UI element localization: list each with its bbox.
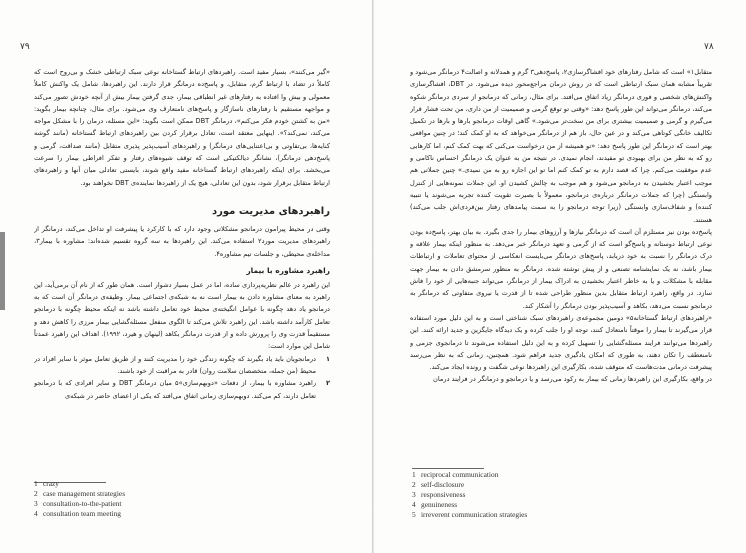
list-item-text: راهبرد مشاوره با بیمار، از دفعات «دوبهم‌سازی»۵ میان درمانگر DBT و سایر افرادی که با درمانجو تعامل دارند، کم می‌کند. دوبهم‌سازی زمانی اتفاق می‌افتد که یکی از اعضای حاضر در شبکه‌ی	[34, 379, 317, 400]
list-item	[34, 377, 330, 402]
list-item-number: ۱	[325, 354, 330, 363]
right-paragraph-1: متقابل۱» است که شامل رفتارهای خود افشاگرسازی۲، پاسخ‌دهی۳ گرم و همدلانه و اصالت۴ درمانگر می‌شود و تقریباً مشابه همان سبک ارتباطی است که در روش درمان مراجع‌محور دیده می‌شود. در DBT، افشاگرسازی واکنش‌های شخصی و فوری درمانگر زیاد اتفاق می‌افتد. برای مثال، زمانی که درمانجو از سردی درمانگر شکوه می‌کند، درمانگر می‌تواند این طور پاسخ دهد: «وقتی تو توقع گرمی و صمیمیت از من داری، من تحت فشار قرار می‌گیرم و گرمی و صمیمیت بیشتری برای من سخت‌تر می‌شود.» گاهی اوقات درمانجو بارها و بارها در تکمیل تکالیف خانگی کوتاهی می‌کند و در عین حال، باز هم از درمانگر می‌خواهد که به او کمک کند؛ در چنین مواقعی بهتر است که درمانگر این طور پاسخ دهد: «تو همیشه از من درخواست می‌کنی که بهت کمک کنم، اما کارهایی رو که به نظر من برای بهبودی تو مفیدند، انجام نمیدی. در نتیجه من به عنوان یک درمانگر احساس ناکامی و عدم موفقیت می‌کنم. چرا که قصد دارم به تو کمک کنم اما تو این اجازه رو به من نمیدی.» چنین جملاتی هم موجب اعتبار بخشیدن به درمانجو می‌شود و هم موجب به چالش کشیدن او. این جملات نمونه‌هایی از کنترل وابستگی (چرا که جملات درمانگر درباره‌ی درمانجو، معمولاً با بصیرت تقویت کننده تجربه می‌شوند یا تنبیه کننده) و شفاف‌سازی وابستگی (زیرا توجه درمانجو را به سمت پیامدهای رفتار بین‌فردی‌اش جلب می‌کند) هستند.	[410, 68, 712, 224]
left-footnotes	[34, 479, 324, 519]
footnote: 2 case management strategies	[34, 488, 126, 498]
left-page-number: ۷۹	[20, 42, 30, 52]
list-item	[34, 353, 330, 378]
chapter-tab-marker	[0, 232, 5, 310]
footnote: 5 irreverent communication strategies	[412, 509, 528, 519]
list-item-number: ۲	[325, 379, 330, 388]
left-page-body	[34, 66, 330, 481]
left-paragraph-1: «گیر می‌کنند»، بسیار مفید است. راهبردهای ارتباط گستاخانه نوعی سبک ارتباطی خشک و بی‌روح است که کاملاً در تضاد با ارتباط گرم، متقابل، و پاسخ‌ده درمانگر قرار دارند. این راهبردها، شامل یک واکنش کاملاً معمولی و بیش‌ وا افتاده به رفتارهای غیر انطباقی بیمار، جدی گرفتن بیمار بیش از آنچه خودش تصور می‌کند و مواجهه مستقیم با رفتارهای ناسازگار و پاسخ‌های نامتعارف وی می‌شود. برای مثال، چنانچه بیمار بگوید: «من به کشتن خودم فکر می‌کنم»، درمانگر DBT ممکن است بگوید: «این مسئله، درمان را با مشکل مواجه می‌کند، نمی‌کند؟». اینهایی معتقد است، تعادل برقرار کردن بین راهبردهای ارتباط گستاخانه (مانند گوشه کنایه‌ها، بی‌تفاوتی و بی‌اعتنایی‌های درمانگر) و راهبردهای آسیب‌پذیر پذیری متقابل (مانند صداقت، گرمی و پاسخ‌دهی درمانگر)، نشانگر دیالکتیکی است که توقف شیوه‌های رفتار و تفکر افراطی بیمار را سرعت می‌بخشد. برای اینکه راهبردهای ارتباط گستاخانه مفید واقع شوند، بایستی تعادلی میان آنها و راهبردهای ارتباط متقابل برقرار شود، بدون این تعادلی، هیچ یک از راهبردها نماینده‌ی DBT نخواهند بود.	[34, 68, 330, 187]
page-gutter	[372, 0, 374, 553]
footnote: 1 reciprocal communication	[412, 470, 499, 479]
right-footnotes	[412, 470, 712, 520]
right-paragraph-3: «راهبردهای ارتباط گستاخانه۵» دومین مجموعه‌ی راهبردهای سبک شناختی است و به این دلیل مورد استفاده قرار می‌گیرند تا بیمار را موقتاً نامتعادل کنند، توجه او را جلب کرده و یک دیدگاه جایگزین و جدید ارائه کنند. این راهبردها می‌توانند فرایند مسئله‌گشایی را تسهیل کرده و به این دلیل استفاده می‌شوند تا درمانجوی جزمی و نامنعطف را تکان دهند، به طوری که امکان یادگیری جدید فراهم شود. همچنین، زمانی که به نظر می‌رسد پیشرفت درمانی مدت‌هاست که متوقف شده، بکارگیری این راهبردها نوعی شگفت و رونده ایجاد می‌کند.	[410, 313, 712, 372]
list-item-text: درمانجویان باید یاد بگیرند که چگونه زندگی خود را مدیریت کنند و از طریق تعامل موثر با سایر افراد در محیط (من جمله، متخصصان سلامت روان) قادر به مراقبت از خود باشند.	[34, 354, 316, 375]
footnote: 1 crazy	[34, 479, 59, 488]
right-page-body	[410, 66, 712, 466]
subsection-heading: راهبرد مشاوره با بیمار	[246, 265, 330, 275]
left-paragraph-2: وقتی در محیط پیرامون درمانجو مشکلاتی وجود دارد که با کارکرد یا پیشرفت او تداخل می‌کند، درمانگر از راهبردهای مدیریت مورد۲ استفاده می‌کند. این راهبردها به سه گروه تقسیم شده‌اند: مشاوره با بیمار۳، مداخله‌ی محیطی، و جلسات تیم مشاوره۴.	[34, 224, 330, 258]
section-heading: راهبردهای مدیریت مورد	[211, 205, 330, 217]
footnote: 4 genuineness	[412, 499, 458, 509]
footnote: 3 responsiveness	[412, 489, 466, 499]
right-paragraph-4: در واقع، بکارگیری این راهبردها زمانی که بیمار به رکود می‌رسد و یا درمانجو و درمانگر در فرایند درمان	[433, 375, 712, 384]
left-paragraph-3: این راهبرد در عالم نظریه‌پردازی ساده، اما در عمل بسیار دشوار است. همان طور که از نام آن برمی‌آید، این راهبرد به معنای مشاوره دادن به بیمار است نه به شبکه‌ی اجتماعی بیمار. وظیفه‌ی درمانگر آن است که به درمانجو یاد دهد چگونه با عوامل انگیخته‌ی محیط خود تعامل داشته باشد نه اینکه محیط چگونه با درمانجو تعامل کارآمد داشته باشد. این راهبرد تلاش می‌کند تا الگوی منفعل مسئله‌گشایی بیمار مرزی را کاهش دهد و مستقیماً قدرت وی را پرورش داده و از قدرت درمانگر بکاهد (لینهان و هیرد، ۱۹۹۲). اهداف این راهبرد عمدتاً شامل این موارد است:	[34, 280, 330, 351]
right-footnote-rule	[412, 468, 484, 469]
right-page-number: ۷۸	[704, 42, 714, 52]
right-paragraph-2: پاسخ‌ده بودن نیز مستلزم آن است که درمانگر نیازها و آرزوهای بیمار را جدی بگیرد. به بیان بهتر، پاسخ‌ده بودن نوعی ارتباط دوستانه و پاسخ‌گو است که از گرمی و تعهد درمانگر خبر می‌دهد. به منظور اینکه بیمار علاقه و درک درمانگر را نسبت به خود دریابد، پاسخ‌های درمانگر می‌بایست انعکاسی از محتوای تعاملات و ارتباطات بیمار باشد، نه یک نمایشنامه تصنعی و از پیش نوشته شده. درمانگر به منظور سرمشق دادن به بیمار جهت مقابله با مشکلات و یا به خاطر اعتبار بخشیدن به ادراک بیمار از درمانگر، می‌تواند جنبه‌هایی از خود را فاش سازد. در واقع، راهبرد ارتباط متقابل بدین منظور طراحی شده تا از قدرت یا نیروی متفاوتی که درمانگر به درمانجو نسبت می‌دهد، بکاهد و آسیب‌پذیر بودن درمانگر را آشکار کند.	[410, 227, 712, 310]
footnote: 2 self-disclosure	[412, 479, 465, 489]
footnote: 3 consultation-to-the-patient	[34, 498, 122, 508]
footnote: 4 consultation team meeting	[34, 508, 121, 518]
